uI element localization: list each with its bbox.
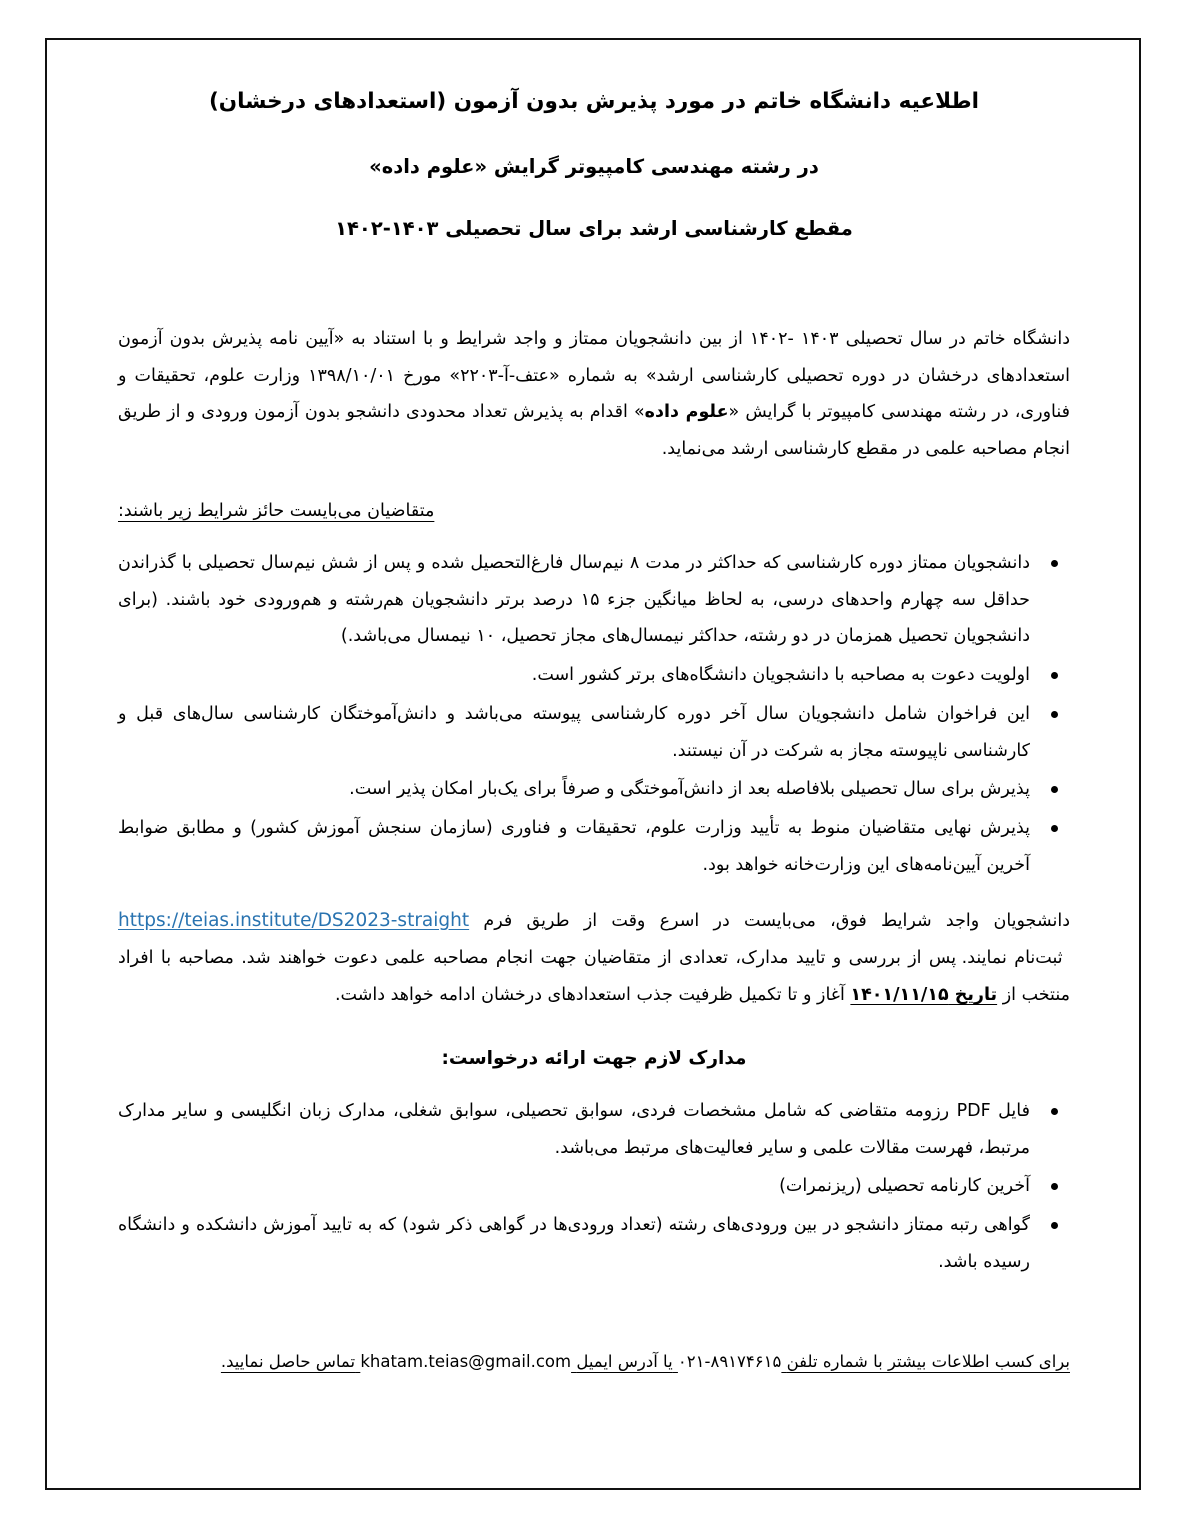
footer-middle: یا آدرس ایمیل: [576, 1351, 673, 1371]
list-item: پذیرش نهایی متقاضیان منوط به تأیید وزارت علوم، تحقیقات و فناوری (سازمان سنجش آموزش کشور) و مطابق ضوابط آخرین آیین‌نامه‌های این وزارت‌خانه خواهد بود.: [118, 810, 1070, 884]
spacer-after-documents-heading: [118, 1077, 1070, 1093]
footer-contact-line: [118, 1345, 1070, 1378]
registration-continuation-1: نمایند. پس از بررسی و تایید مدارک، تعدادی از متقاضیان جهت انجام مصاحبه علمی دعوت خواهند شد. مصاحبه با افراد منتخب از: [118, 948, 1070, 1006]
conditions-heading: متقاضیان می‌بایست حائز شرایط زیر باشند:: [118, 500, 435, 521]
registration-space-2: [1063, 948, 1070, 968]
spacer-before-registration: [118, 886, 1070, 902]
registration-signup-word: ثبت‌نام: [1014, 948, 1063, 969]
page-title: اطلاعیه دانشگاه خاتم در مورد پذیرش بدون آزمون (استعدادهای درخشان): [208, 89, 980, 114]
list-item: اولویت دعوت به مصاحبه با دانشجویان دانشگاه‌های برتر کشور است.: [118, 657, 1070, 694]
documents-list: [118, 1093, 1070, 1281]
list-item: آخرین کارنامه تحصیلی (ریزنمرات): [118, 1168, 1070, 1205]
spacer-before-documents: [118, 1014, 1070, 1040]
document-subtitle-field: در رشته مهندسی کامپیوتر گرایش «علوم داده»: [369, 155, 819, 179]
spacer-before-conditions: [118, 468, 1070, 494]
conditions-list: [118, 545, 1070, 884]
registration-space: [469, 911, 483, 931]
registration-continuation-2: آغاز و تا تکمیل ظرفیت جذب استعدادهای درخشان ادامه خواهد داشت.: [334, 985, 845, 1006]
list-item: فایل PDF رزومه متقاضی که شامل مشخصات فردی، سوابق تحصیلی، سوابق شغلی، مدارک زبان انگلیسی و سایر مدارک مرتبط، فهرست مقالات علمی و سایر فعالیت‌های مرتبط می‌باشد.: [118, 1093, 1070, 1167]
registration-paragraph: [118, 902, 1070, 1014]
footer-email: khatam.teias@gmail.com: [360, 1351, 572, 1371]
list-item: دانشجویان ممتاز دوره کارشناسی که حداکثر در مدت ۸ نیم‌سال فارغ‌التحصیل شده و پس از شش نیم‌سال تحصیلی با گذراندن حداقل سه چهارم واحدهای درسی، به لحاظ میانگین جزء ۱۵ درصد برتر دانشجویان هم‌رشته و هم‌ورودی خود باشند. (برای دانشجویان تحصیل همزمان در دو رشته، حداکثر نیمسال‌های مجاز تحصیل، ۱۰ نیمسال می‌باشد.): [118, 545, 1070, 655]
list-item: این فراخوان شامل دانشجویان سال آخر دوره کارشناسی پیوسته می‌باشد و دانش‌آموختگان کارشناسی سال‌های قبل و کارشناسی ناپیوسته مجاز به شرکت در آن نیستند.: [118, 696, 1070, 770]
registration-text-before: دانشجویان واجد شرایط فوق، می‌بایست در اسرع وقت از طریق فرم: [483, 910, 1070, 931]
spacer-after-conditions-heading: [118, 529, 1070, 545]
intro-paragraph: [118, 321, 1070, 468]
list-item: پذیرش برای سال تحصیلی بلافاصله بعد از دانش‌آموختگی و صرفاً برای یک‌بار امکان پذیر است.: [118, 771, 1070, 808]
intro-text-part-1: دانشگاه خاتم در سال تحصیلی ۱۴۰۳ -۱۴۰۲ از بین دانشجویان ممتاز و واجد شرایط و با استناد به «آیین نامه پذیرش بدون آزمون استعدادهای درخشان در دوره تحصیلی کارشناسی ارشد» به شماره «عتف-آ-۲۲۰۳» مورخ ۱۳۹۸/۱۰/۰۱ وزارت علوم، تحقیقات و فناوری، در رشته مهندسی کامپیوتر با گرایش «: [118, 328, 1070, 423]
registration-link[interactable]: https://teias.institute/DS2023-straight: [118, 909, 470, 931]
intro-emphasis-data-science: علوم داده: [644, 402, 729, 423]
footer-phone: ۰۲۱-۸۹۱۷۴۶۱۵: [677, 1351, 782, 1371]
footer-suffix: تماس حاصل نمایید.: [220, 1351, 356, 1371]
title-block: [118, 86, 1070, 243]
document-content: [118, 86, 1070, 1378]
spacer-before-footer: [118, 1283, 1070, 1345]
footer-prefix: برای کسب اطلاعات بیشتر با شماره تلفن: [786, 1351, 1070, 1371]
registration-start-date: تاریخ ۱۴۰۱/۱۱/۱۵: [850, 985, 998, 1006]
spacer-after-titles: [118, 247, 1070, 321]
list-item: گواهی رتبه ممتاز دانشجو در بین ورودی‌های رشته (تعداد ورودی‌ها در گواهی ذکر شود) که به تایید آموزش دانشکده و دانشگاه رسیده باشد.: [118, 1207, 1070, 1281]
intro-text-part-2: » اقدام به پذیرش تعداد محدودی دانشجو بدون آزمون ورودی و از طریق انجام مصاحبه علمی در مقطع کارشناسی ارشد می‌نماید.: [118, 402, 1070, 459]
documents-heading: مدارک لازم جهت ارائه درخواست:: [441, 1047, 747, 1069]
document-subtitle-degree: مقطع کارشناسی ارشد برای سال تحصیلی ۱۴۰۳-۱۴۰۲: [335, 216, 853, 240]
